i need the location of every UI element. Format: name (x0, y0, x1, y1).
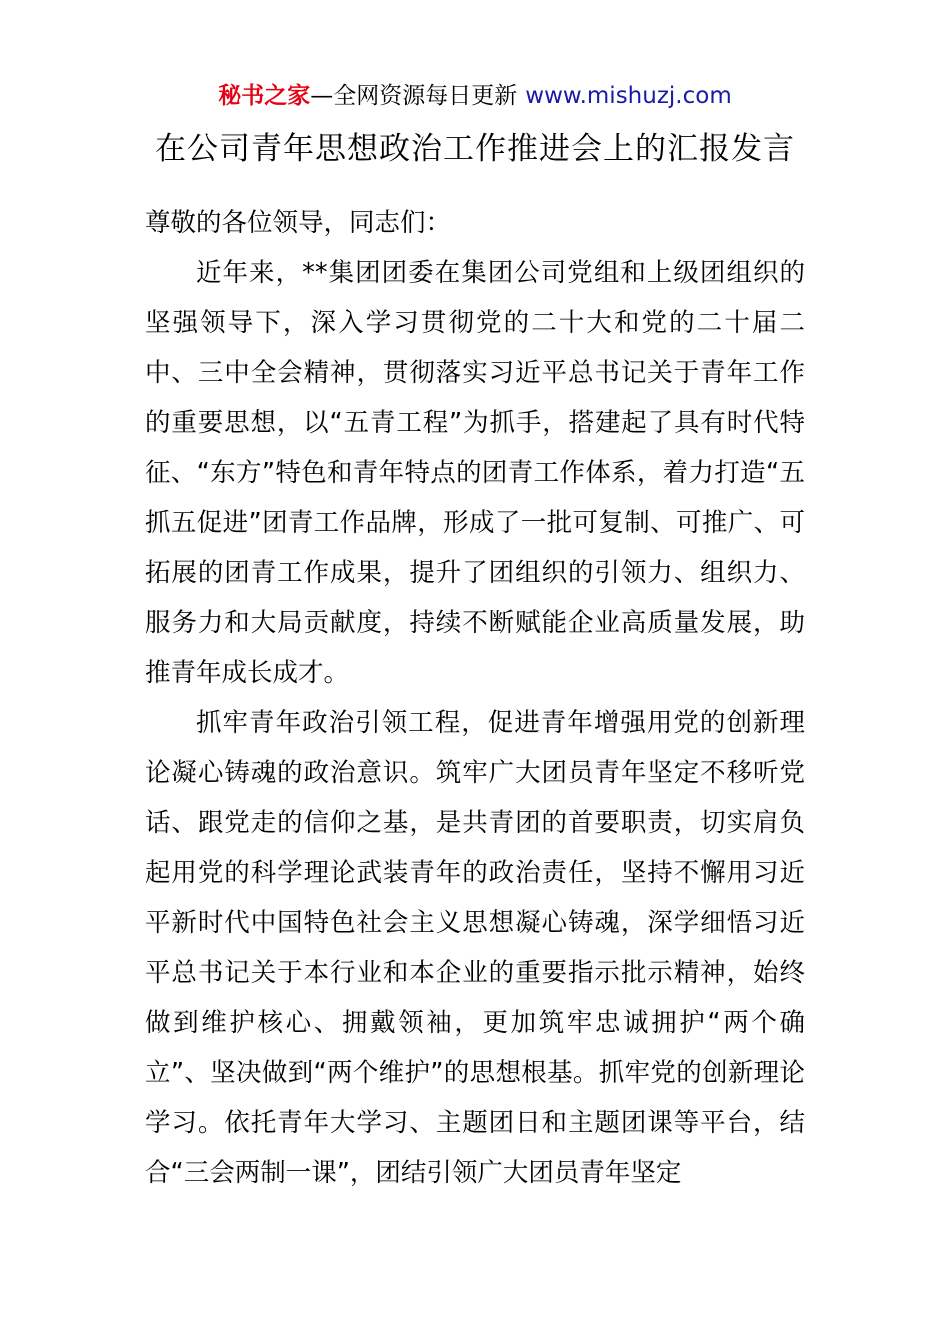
document-title: 在公司青年思想政治工作推进会上的汇报发言 (155, 131, 795, 167)
brand-name: 秘书之家 (218, 83, 311, 109)
body-paragraph-1: 近年来，**集团团委在集团公司党组和上级团组织的坚强领导下，深入学习贯彻党的二十大和党的二十届二中、三中全会精神，贯彻落实习近平总书记关于青年工作的重要思想，以“五青工程”为抓手，搭建起了具有时代特征、“东方”特色和青年特点的团青工作体系，着力打造“五抓五促进”团青工作品牌，形成了一批可复制、可推广、可拓展的团青工作成果，提升了团组织的引领力、组织力、服务力和大局贡献度，持续不断赋能企业高质量发展，助推青年成长成才。 (145, 258, 805, 688)
site-url-link[interactable]: www.mishuzj.com (525, 83, 732, 109)
site-header (0, 80, 950, 112)
site-tagline: —全网资源每日更新 (310, 83, 518, 109)
document-body (145, 198, 805, 1198)
salutation: 尊敬的各位领导，同志们： (145, 208, 452, 238)
body-paragraph-2: 抓牢青年政治引领工程，促进青年增强用党的创新理论凝心铸魂的政治意识。筑牢广大团员青年坚定不移听党话、跟党走的信仰之基，是共青团的首要职责，切实肩负起用党的科学理论武装青年的政治责任，坚持不懈用习近平新时代中国特色社会主义思想凝心铸魂，深学细悟习近平总书记关于本行业和本企业的重要指示批示精神，始终做到维护核心、拥戴领袖，更加筑牢忠诚拥护“两个确立”、坚决做到“两个维护”的思想根基。抓牢党的创新理论学习。依托青年大学习、主题团日和主题团课等平台，结合“三会两制一课”，团结引领广大团员青年坚定 (145, 708, 805, 1188)
